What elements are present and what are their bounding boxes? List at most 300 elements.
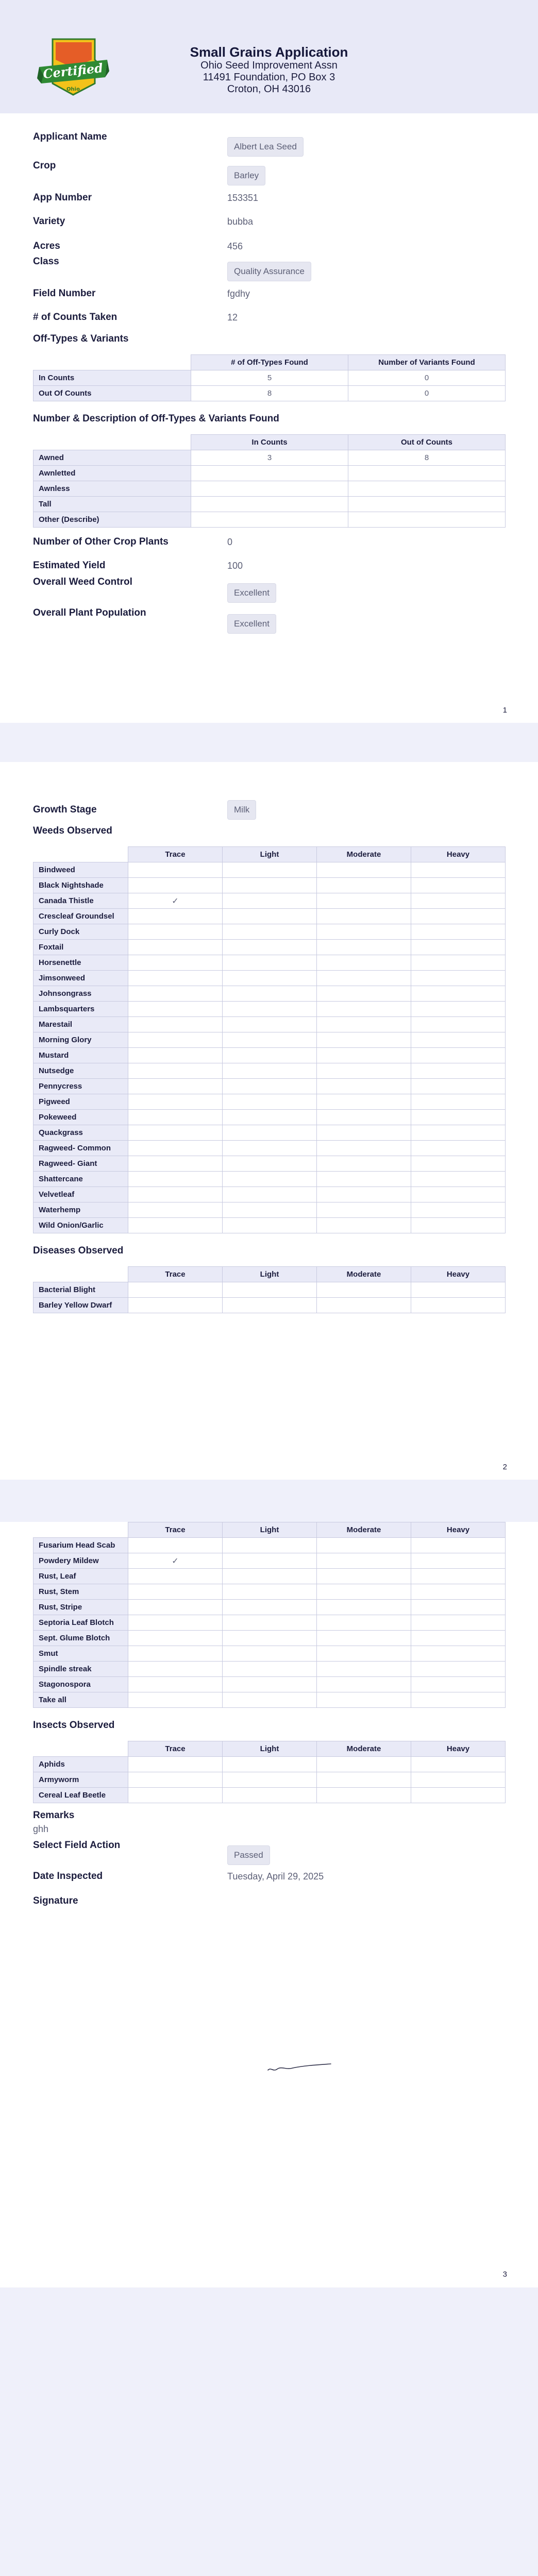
severity-header: Trace	[128, 1741, 223, 1757]
offtypes-title: Off-Types & Variants	[33, 333, 129, 344]
field-action-field	[33, 1838, 505, 1865]
class-value[interactable]: Quality Assurance	[227, 262, 311, 281]
date-inspected-field	[33, 1870, 505, 1883]
severity-cell[interactable]	[223, 1615, 317, 1631]
table-row	[33, 1662, 506, 1677]
severity-cell[interactable]	[317, 971, 411, 986]
weed-control-label: Overall Weed Control	[33, 577, 132, 587]
severity-cell[interactable]	[317, 1538, 411, 1553]
severity-cell[interactable]	[317, 1600, 411, 1615]
counts-taken-value: 12	[227, 312, 238, 323]
severity-cell[interactable]	[317, 1048, 411, 1063]
severity-cell[interactable]	[411, 909, 506, 924]
severity-cell[interactable]	[317, 1631, 411, 1646]
table-row	[33, 1079, 506, 1094]
crop-value[interactable]: Barley	[227, 166, 265, 185]
row-label: In Counts	[33, 370, 191, 386]
severity-cell[interactable]	[317, 1172, 411, 1187]
weeds-header-row	[33, 847, 506, 862]
remarks-label: Remarks	[33, 1810, 75, 1821]
row-label: Johnsongrass	[33, 986, 128, 1002]
severity-cell[interactable]	[223, 1584, 317, 1600]
severity-cell[interactable]	[317, 1079, 411, 1094]
severity-cell[interactable]	[128, 1125, 223, 1141]
severity-cell[interactable]	[128, 862, 223, 878]
severity-cell[interactable]	[317, 1553, 411, 1569]
severity-cell[interactable]	[223, 1600, 317, 1615]
table-row	[33, 1187, 506, 1202]
severity-cell[interactable]	[411, 1048, 506, 1063]
acres-value: 456	[227, 241, 243, 251]
yield-label: Estimated Yield	[33, 560, 106, 571]
severity-cell[interactable]	[128, 1218, 223, 1233]
weeds-corner	[33, 847, 128, 862]
severity-header: Light	[223, 847, 317, 862]
severity-cell[interactable]	[128, 1156, 223, 1172]
severity-cell[interactable]	[223, 1646, 317, 1662]
severity-cell[interactable]	[223, 1156, 317, 1172]
row-label: Aphids	[33, 1757, 128, 1772]
row-label: Black Nightshade	[33, 878, 128, 893]
severity-cell[interactable]	[223, 862, 317, 878]
table-row	[33, 955, 506, 971]
table-row	[33, 1600, 506, 1615]
severity-cell[interactable]	[223, 986, 317, 1002]
table-row	[33, 370, 506, 386]
weed-control-value[interactable]: Excellent	[227, 583, 276, 603]
yield-value: 100	[227, 561, 243, 571]
table-row	[33, 1569, 506, 1584]
table-row	[33, 878, 506, 893]
table-row	[33, 1063, 506, 1079]
severity-cell[interactable]	[317, 1125, 411, 1141]
severity-cell[interactable]	[411, 971, 506, 986]
severity-cell[interactable]	[411, 986, 506, 1002]
diseases-table	[33, 1266, 506, 1313]
row-label: Rust, Leaf	[33, 1569, 128, 1584]
severity-cell[interactable]	[317, 1692, 411, 1708]
severity-cell[interactable]	[317, 1187, 411, 1202]
severity-cell[interactable]	[223, 1282, 317, 1298]
applicant-name-value[interactable]: Albert Lea Seed	[227, 137, 304, 157]
severity-cell[interactable]	[128, 893, 223, 909]
severity-cell[interactable]	[317, 862, 411, 878]
severity-cell[interactable]	[223, 940, 317, 955]
table-row	[33, 893, 506, 909]
diseases-cont-corner	[33, 1522, 128, 1538]
severity-header: Heavy	[411, 847, 506, 862]
severity-cell[interactable]	[223, 1772, 317, 1788]
severity-cell[interactable]	[411, 955, 506, 971]
severity-cell[interactable]	[223, 955, 317, 971]
row-label: Quackgrass	[33, 1125, 128, 1141]
severity-cell[interactable]	[128, 1002, 223, 1017]
insects-corner	[33, 1741, 128, 1757]
severity-cell[interactable]	[317, 878, 411, 893]
severity-header: Trace	[128, 1522, 223, 1538]
table-row	[33, 1202, 506, 1218]
row-label: Pennycress	[33, 1079, 128, 1094]
severity-cell[interactable]	[317, 1298, 411, 1313]
severity-cell[interactable]	[128, 1079, 223, 1094]
severity-cell[interactable]	[128, 940, 223, 955]
severity-cell[interactable]	[223, 1788, 317, 1803]
app-number-field	[33, 192, 505, 204]
table-row	[33, 1677, 506, 1692]
description-header: In Counts	[191, 435, 348, 450]
table-row	[33, 862, 506, 878]
variety-field	[33, 215, 505, 228]
severity-cell[interactable]	[411, 1298, 506, 1313]
severity-cell[interactable]	[411, 1110, 506, 1125]
severity-cell[interactable]	[317, 1282, 411, 1298]
date-inspected-label: Date Inspected	[33, 1871, 103, 1882]
severity-cell[interactable]	[223, 1094, 317, 1110]
table-cell	[348, 481, 506, 497]
row-label: Jimsonweed	[33, 971, 128, 986]
severity-cell[interactable]	[317, 1110, 411, 1125]
table-row	[33, 1032, 506, 1048]
severity-cell[interactable]	[128, 1538, 223, 1553]
severity-cell[interactable]	[411, 1202, 506, 1218]
severity-cell[interactable]	[223, 924, 317, 940]
severity-cell[interactable]	[411, 1032, 506, 1048]
severity-cell[interactable]	[223, 1202, 317, 1218]
table-row	[33, 1772, 506, 1788]
row-label: Cereal Leaf Beetle	[33, 1788, 128, 1803]
row-label: Awnless	[33, 481, 191, 497]
row-label: Tall	[33, 497, 191, 512]
severity-cell[interactable]	[411, 1538, 506, 1553]
table-row	[33, 1788, 506, 1803]
severity-cell[interactable]	[223, 1141, 317, 1156]
table-row	[33, 971, 506, 986]
variety-label: Variety	[33, 216, 65, 227]
severity-cell[interactable]	[128, 1692, 223, 1708]
severity-cell[interactable]	[223, 1110, 317, 1125]
counts-taken-field	[33, 311, 505, 324]
severity-cell[interactable]	[223, 1187, 317, 1202]
offtypes-header: Number of Variants Found	[348, 355, 506, 370]
severity-cell[interactable]	[317, 1772, 411, 1788]
severity-cell[interactable]	[128, 1110, 223, 1125]
severity-cell[interactable]	[128, 909, 223, 924]
severity-cell[interactable]	[223, 1048, 317, 1063]
severity-cell[interactable]	[128, 1187, 223, 1202]
severity-cell[interactable]	[317, 986, 411, 1002]
severity-cell[interactable]	[317, 1218, 411, 1233]
severity-cell[interactable]	[223, 1569, 317, 1584]
severity-header: Moderate	[317, 1267, 411, 1282]
table-cell	[348, 466, 506, 481]
severity-cell[interactable]	[411, 1094, 506, 1110]
growth-stage-label: Growth Stage	[33, 804, 97, 815]
severity-cell[interactable]	[317, 1569, 411, 1584]
severity-cell[interactable]	[411, 1615, 506, 1631]
severity-cell[interactable]	[223, 893, 317, 909]
table-row	[33, 1553, 506, 1569]
severity-cell[interactable]	[411, 1584, 506, 1600]
table-row	[33, 1218, 506, 1233]
table-row	[33, 1172, 506, 1187]
applicant-name-label: Applicant Name	[33, 131, 107, 142]
severity-cell[interactable]	[223, 1218, 317, 1233]
severity-cell[interactable]	[223, 1017, 317, 1032]
severity-cell[interactable]	[411, 862, 506, 878]
severity-cell[interactable]	[128, 1202, 223, 1218]
severity-cell[interactable]	[411, 1063, 506, 1079]
severity-cell[interactable]	[411, 1141, 506, 1156]
row-label: Pokeweed	[33, 1110, 128, 1125]
severity-cell[interactable]	[411, 940, 506, 955]
table-row	[33, 386, 506, 401]
signature-field	[33, 1895, 505, 1907]
page-number: 3	[502, 2270, 507, 2279]
class-field	[33, 255, 505, 281]
severity-cell[interactable]	[128, 1600, 223, 1615]
severity-cell[interactable]	[128, 1032, 223, 1048]
variety-value: bubba	[227, 216, 254, 227]
severity-cell[interactable]	[223, 971, 317, 986]
severity-cell[interactable]	[128, 1677, 223, 1692]
table-row	[33, 1017, 506, 1032]
page-2	[0, 762, 538, 1480]
severity-cell[interactable]	[128, 1298, 223, 1313]
form-title: Small Grains Application	[190, 44, 348, 60]
growth-stage-value[interactable]: Milk	[227, 800, 256, 820]
severity-cell[interactable]	[411, 1079, 506, 1094]
insects-header-row	[33, 1741, 506, 1757]
severity-cell[interactable]	[223, 1063, 317, 1079]
table-row	[33, 986, 506, 1002]
severity-cell[interactable]	[317, 955, 411, 971]
severity-cell[interactable]	[317, 1202, 411, 1218]
severity-cell[interactable]	[317, 1788, 411, 1803]
severity-cell[interactable]	[411, 1172, 506, 1187]
severity-cell[interactable]	[411, 1600, 506, 1615]
severity-cell[interactable]	[128, 1553, 223, 1569]
row-label: Pigweed	[33, 1094, 128, 1110]
table-row	[33, 1110, 506, 1125]
table-cell	[348, 497, 506, 512]
row-label: Mustard	[33, 1048, 128, 1063]
table-row	[33, 1094, 506, 1110]
counts-taken-label: # of Counts Taken	[33, 312, 117, 323]
row-label: Waterhemp	[33, 1202, 128, 1218]
severity-cell[interactable]	[128, 1094, 223, 1110]
row-label: Canada Thistle	[33, 893, 128, 909]
insects-body	[33, 1757, 506, 1803]
weeds-table	[33, 846, 506, 1233]
severity-header: Light	[223, 1522, 317, 1538]
severity-cell[interactable]	[317, 1584, 411, 1600]
severity-cell[interactable]	[411, 1677, 506, 1692]
severity-cell[interactable]	[317, 1757, 411, 1772]
severity-cell[interactable]	[128, 1569, 223, 1584]
severity-cell[interactable]	[128, 1172, 223, 1187]
table-row	[33, 909, 506, 924]
severity-cell[interactable]	[128, 1646, 223, 1662]
severity-cell[interactable]	[223, 1172, 317, 1187]
severity-cell[interactable]	[128, 1017, 223, 1032]
table-row	[33, 1631, 506, 1646]
row-label: Shattercane	[33, 1172, 128, 1187]
row-label: Sept. Glume Blotch	[33, 1631, 128, 1646]
severity-cell[interactable]	[317, 1017, 411, 1032]
signature-image	[266, 2061, 333, 2074]
row-label: Ragweed- Common	[33, 1141, 128, 1156]
severity-cell[interactable]	[411, 1692, 506, 1708]
severity-header: Light	[223, 1267, 317, 1282]
severity-cell[interactable]	[223, 1079, 317, 1094]
severity-cell[interactable]	[223, 1631, 317, 1646]
severity-cell[interactable]	[223, 1032, 317, 1048]
severity-cell[interactable]	[317, 1646, 411, 1662]
row-label: Bacterial Blight	[33, 1282, 128, 1298]
severity-cell[interactable]	[411, 1553, 506, 1569]
severity-cell[interactable]	[128, 1788, 223, 1803]
table-cell	[348, 512, 506, 528]
severity-cell[interactable]	[411, 893, 506, 909]
severity-cell[interactable]	[317, 1156, 411, 1172]
row-label: Nutsedge	[33, 1063, 128, 1079]
severity-cell[interactable]	[317, 1002, 411, 1017]
description-title: Number & Description of Off-Types & Variants Found	[33, 413, 279, 424]
table-row	[33, 450, 506, 466]
row-label: Marestail	[33, 1017, 128, 1032]
other-crop-value: 0	[227, 537, 233, 547]
date-inspected-value: Tuesday, April 29, 2025	[227, 1871, 324, 1882]
severity-cell[interactable]	[223, 878, 317, 893]
row-label: Stagonospora	[33, 1677, 128, 1692]
severity-cell[interactable]	[223, 1538, 317, 1553]
severity-cell[interactable]	[317, 909, 411, 924]
table-cell: 8	[348, 450, 506, 466]
class-label: Class	[33, 256, 59, 267]
field-number-field	[33, 287, 505, 300]
weed-control-field	[33, 575, 505, 603]
severity-cell[interactable]	[317, 1615, 411, 1631]
table-row	[33, 1757, 506, 1772]
severity-cell[interactable]	[223, 1553, 317, 1569]
severity-cell[interactable]	[223, 1002, 317, 1017]
severity-cell[interactable]	[317, 893, 411, 909]
severity-cell[interactable]	[411, 1187, 506, 1202]
page-3	[0, 1522, 538, 2287]
severity-cell[interactable]	[317, 1032, 411, 1048]
severity-cell[interactable]	[223, 1677, 317, 1692]
row-label: Armyworm	[33, 1772, 128, 1788]
row-label: Spindle streak	[33, 1662, 128, 1677]
severity-cell[interactable]	[317, 1677, 411, 1692]
severity-cell[interactable]	[128, 955, 223, 971]
severity-cell[interactable]	[411, 1646, 506, 1662]
severity-cell[interactable]	[223, 1298, 317, 1313]
org-address: 11491 Foundation, PO Box 3	[203, 72, 335, 83]
crop-field	[33, 159, 505, 185]
severity-cell[interactable]	[128, 1141, 223, 1156]
field-action-label: Select Field Action	[33, 1840, 121, 1851]
offtypes-corner	[33, 355, 191, 370]
severity-cell[interactable]	[128, 1662, 223, 1677]
diseases-header-row	[33, 1267, 506, 1282]
severity-cell[interactable]	[223, 909, 317, 924]
severity-cell[interactable]	[128, 971, 223, 986]
table-row	[33, 1282, 506, 1298]
severity-cell[interactable]	[317, 1063, 411, 1079]
severity-cell[interactable]	[411, 1156, 506, 1172]
severity-cell[interactable]	[223, 1692, 317, 1708]
severity-cell[interactable]	[128, 1063, 223, 1079]
severity-cell[interactable]	[128, 1757, 223, 1772]
row-label: Crescleaf Groundsel	[33, 909, 128, 924]
offtypes-header: # of Off-Types Found	[191, 355, 348, 370]
field-number-label: Field Number	[33, 288, 96, 299]
severity-cell[interactable]	[317, 1094, 411, 1110]
severity-cell[interactable]	[411, 1631, 506, 1646]
acres-label: Acres	[33, 241, 60, 251]
severity-cell[interactable]	[223, 1125, 317, 1141]
table-cell	[191, 481, 348, 497]
severity-cell[interactable]	[411, 1569, 506, 1584]
severity-cell[interactable]	[128, 1615, 223, 1631]
severity-cell[interactable]	[411, 1662, 506, 1677]
severity-cell[interactable]	[128, 924, 223, 940]
row-label: Out Of Counts	[33, 386, 191, 401]
severity-cell[interactable]	[411, 1757, 506, 1772]
severity-cell[interactable]	[128, 1772, 223, 1788]
table-cell: 5	[191, 370, 348, 386]
severity-cell[interactable]	[317, 1662, 411, 1677]
table-cell: 0	[348, 370, 506, 386]
severity-cell[interactable]	[128, 1584, 223, 1600]
severity-cell[interactable]	[411, 1772, 506, 1788]
severity-cell[interactable]	[411, 1788, 506, 1803]
plant-population-value[interactable]: Excellent	[227, 614, 276, 634]
severity-cell[interactable]	[128, 1631, 223, 1646]
table-cell	[191, 497, 348, 512]
severity-cell[interactable]	[128, 1048, 223, 1063]
diseases-title: Diseases Observed	[33, 1245, 124, 1256]
severity-cell[interactable]	[223, 1757, 317, 1772]
severity-cell[interactable]	[128, 986, 223, 1002]
header-text	[109, 44, 429, 95]
row-label: Foxtail	[33, 940, 128, 955]
severity-cell[interactable]	[317, 924, 411, 940]
row-label: Take all	[33, 1692, 128, 1708]
table-row	[33, 1584, 506, 1600]
severity-cell[interactable]	[128, 878, 223, 893]
severity-cell[interactable]	[411, 1282, 506, 1298]
severity-cell[interactable]	[411, 1002, 506, 1017]
severity-cell[interactable]	[128, 1282, 223, 1298]
severity-cell[interactable]	[411, 1017, 506, 1032]
field-action-value[interactable]: Passed	[227, 1845, 270, 1865]
table-row	[33, 1125, 506, 1141]
severity-cell[interactable]	[223, 1662, 317, 1677]
insects-table	[33, 1741, 506, 1803]
form-header	[0, 0, 538, 113]
severity-cell[interactable]	[317, 940, 411, 955]
severity-cell[interactable]	[411, 878, 506, 893]
org-name: Ohio Seed Improvement Assn	[200, 60, 338, 71]
row-label: Bindweed	[33, 862, 128, 878]
severity-cell[interactable]	[411, 924, 506, 940]
severity-cell[interactable]	[317, 1141, 411, 1156]
severity-cell[interactable]	[411, 1218, 506, 1233]
insects-title: Insects Observed	[33, 1720, 115, 1731]
severity-cell[interactable]	[411, 1125, 506, 1141]
